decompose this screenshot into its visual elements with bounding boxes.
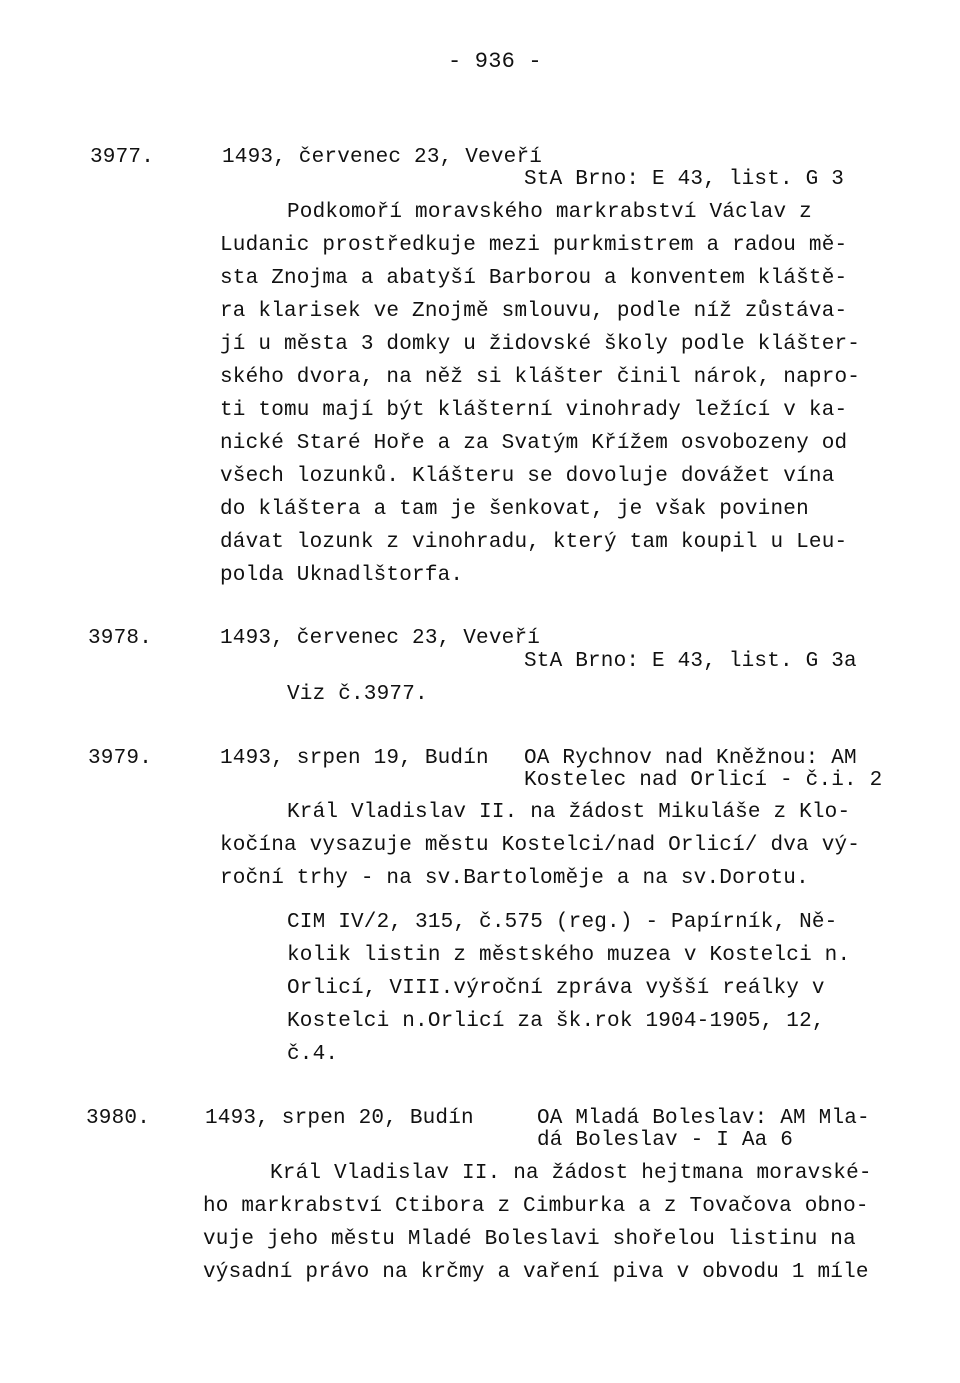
- entry-date-place: 1493, srpen 20, Budín: [205, 1107, 474, 1130]
- entry-source: Kostelec nad Orlicí - č.i. 2: [524, 769, 883, 792]
- reference-line: CIM IV/2, 315, č.575 (reg.) - Papírník, Ně-: [287, 911, 838, 934]
- body-line: roční trhy - na sv.Bartoloměje a na sv.Dorotu.: [220, 867, 809, 890]
- body-line: Ludanic prostředkuje mezi purkmistrem a radou mě-: [220, 234, 848, 257]
- entry-date-place: 1493, červenec 23, Veveří: [222, 146, 543, 169]
- reference-line: Orlicí, VIII.výroční zpráva vyšší reálky v: [287, 977, 825, 1000]
- entry-number: 3980.: [86, 1107, 151, 1130]
- entry-source: StA Brno: E 43, list. G 3: [524, 168, 845, 191]
- reference-line: č.4.: [287, 1043, 339, 1066]
- body-line: Podkomoří moravského markrabství Václav z: [287, 201, 812, 224]
- body-line: nické Staré Hoře a za Svatým Křížem osvobozeny od: [220, 432, 848, 455]
- entry-source: OA Mladá Boleslav: AM Mla-: [537, 1107, 870, 1130]
- body-line: všech lozunků. Klášteru se dovoluje dovážet vína: [220, 465, 835, 488]
- body-line: ti tomu mají být klášterní vinohrady ležící v ka-: [220, 399, 848, 422]
- body-line: jí u města 3 domky u židovské školy podle klášter-: [220, 333, 861, 356]
- body-line: Viz č.3977.: [287, 683, 428, 706]
- entry-number: 3979.: [88, 747, 153, 770]
- body-line: Král Vladislav II. na žádost Mikuláše z Klo-: [287, 801, 851, 824]
- page-number: - 936 -: [448, 49, 542, 74]
- entry-number: 3977.: [90, 146, 155, 169]
- body-line: Král Vladislav II. na žádost hejtmana moravské-: [270, 1162, 872, 1185]
- entry-source: OA Rychnov nad Kněžnou: AM: [524, 747, 857, 770]
- body-line: ra klarisek ve Znojmě smlouvu, podle níž zůstáva-: [220, 300, 848, 323]
- body-line: dávat lozunk z vinohradu, který tam koupil u Leu-: [220, 531, 848, 554]
- reference-line: kolik listin z městského muzea v Kostelci n.: [287, 944, 851, 967]
- entry-date-place: 1493, červenec 23, Veveří: [220, 627, 541, 650]
- body-line: kočína vysazuje městu Kostelci/nad Orlicí/ dva vý-: [220, 834, 861, 857]
- body-line: výsadní právo na krčmy a vaření piva v obvodu 1 míle: [203, 1261, 869, 1284]
- reference-line: Kostelci n.Orlicí za šk.rok 1904-1905, 12,: [287, 1010, 825, 1033]
- body-line: do kláštera a tam je šenkovat, je však povinen: [220, 498, 809, 521]
- entry-source: StA Brno: E 43, list. G 3a: [524, 650, 857, 673]
- body-line: ho markrabství Ctibora z Cimburka a z Tovačova obno-: [203, 1195, 869, 1218]
- entry-number: 3978.: [88, 627, 153, 650]
- entry-source: dá Boleslav - I Aa 6: [537, 1129, 794, 1152]
- body-line: sta Znojma a abatyší Barborou a konventem kláště-: [220, 267, 848, 290]
- body-line: ského dvora, na něž si klášter činil nárok, napro-: [220, 366, 861, 389]
- body-line: vuje jeho městu Mladé Boleslavi shořelou listinu na: [203, 1228, 856, 1251]
- entry-date-place: 1493, srpen 19, Budín: [220, 747, 489, 770]
- body-line: polda Uknadlštorfa.: [220, 564, 464, 587]
